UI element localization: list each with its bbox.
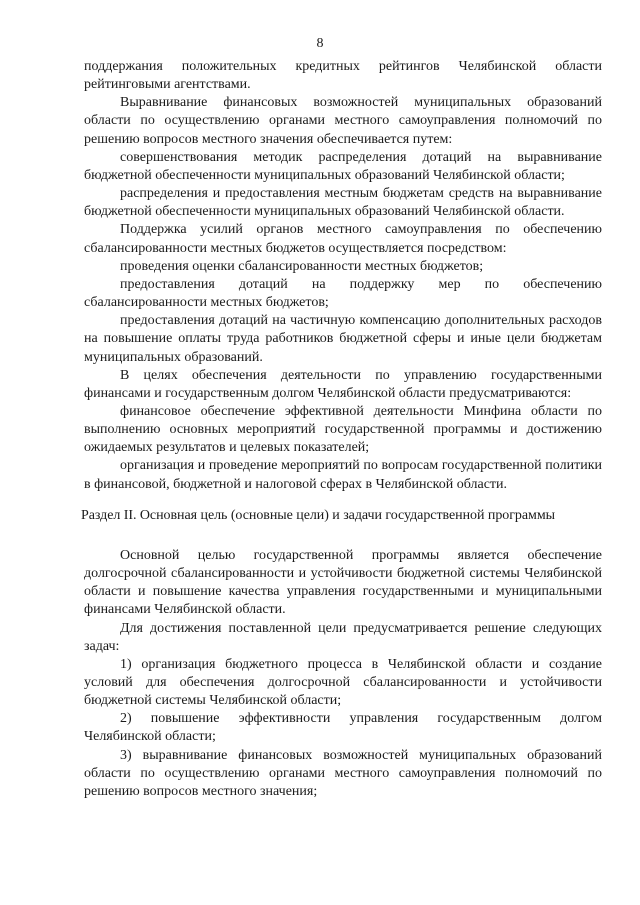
- paragraph: Поддержка усилий органов местного самоуправления по обеспечению сбалансированности местных бюджетов осуществляется посредством:: [84, 222, 602, 256]
- paragraph: проведения оценки сбалансированности местных бюджетов;: [120, 258, 484, 274]
- paragraph: В целях обеспечения деятельности по управлению государственными финансами и государственным долгом Челябинской области предусматриваются:: [84, 367, 602, 401]
- paragraph: предоставления дотаций на частичную компенсацию дополнительных расходов на повышение оплаты труда работников бюджетной сферы и иные цели бюджетам муниципальных образований.: [84, 313, 602, 365]
- paragraph: 2) повышение эффективности управления государственным долгом Челябинской области;: [84, 711, 602, 745]
- paragraph: 1) организация бюджетного процесса в Челябинской области и создание условий для обеспечения долгосрочной сбалансированности и устойчивости бюджетной системы Челябинской области;: [84, 656, 602, 709]
- section-heading: Раздел II. Основная цель (основные цели) и задачи государственной программы: [81, 507, 556, 523]
- paragraph: Для достижения поставленной цели предусматривается решение следующих задач:: [84, 620, 602, 654]
- paragraph: Выравнивание финансовых возможностей муниципальных образований области по осуществлению органами местного самоуправления полномочий по решению вопросов местного значения обеспечивается путем:: [84, 95, 602, 147]
- page-number: 8: [316, 36, 324, 51]
- paragraph: организация и проведение мероприятий по вопросам государственной политики в финансовой, бюджетной и налоговой сферах в Челябинской области.: [84, 458, 602, 492]
- paragraph: распределения и предоставления местным бюджетам средств на выравнивание бюджетной обеспеченности муниципальных образований Челябинской области.: [84, 186, 602, 220]
- paragraph: 3) выравнивание финансовых возможностей муниципальных образований области по осуществлению органами местного самоуправления полномочий по решению вопросов местного значения;: [84, 747, 602, 799]
- paragraph: совершенствования методик распределения дотаций на выравнивание бюджетной обеспеченности муниципальных образований Челябинской области;: [84, 149, 602, 183]
- document-body: [81, 58, 602, 801]
- paragraph: Основной целью государственной программы является обеспечение долгосрочной сбалансированности и устойчивости бюджетной системы Челябинской области и повышение качества управления государственными и муниципальными финансами Челябинской области.: [84, 547, 602, 618]
- paragraph: предоставления дотаций на поддержку мер по обеспечению сбалансированности местных бюджетов;: [84, 276, 602, 311]
- paragraph: поддержания положительных кредитных рейтингов Челябинской области рейтинговыми агентствами.: [84, 59, 602, 93]
- paragraph: финансовое обеспечение эффективной деятельности Минфина области по выполнению основных мероприятий государственной программы и достижению ожидаемых результатов и целевых показателей;: [84, 403, 602, 456]
